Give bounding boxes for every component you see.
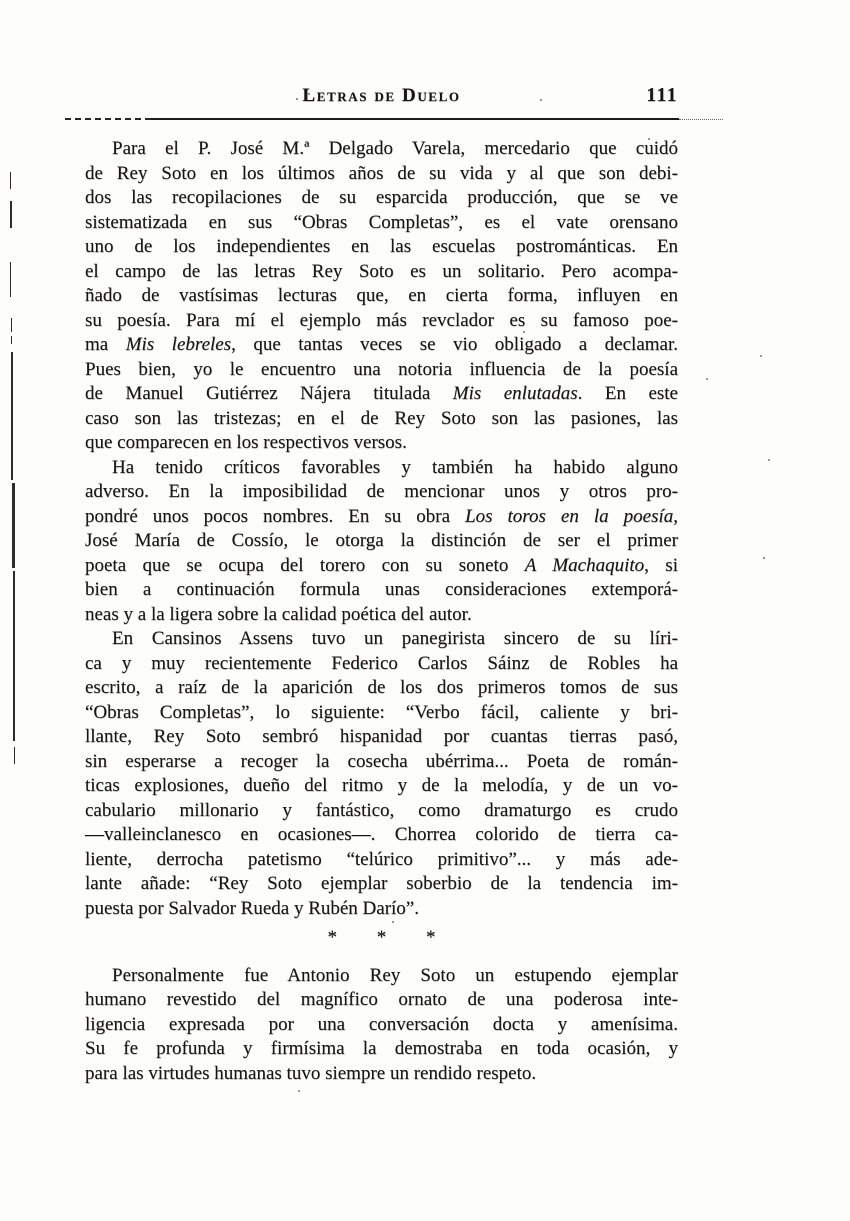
text-line: ligencia expresada por una conversación docta y amenísima.	[85, 1013, 678, 1035]
text-line: —valleinclanesco en ocasiones—. Chorrea colorido de tierra ca-	[85, 824, 678, 845]
text-line: ticas explosiones, dueño del ritmo y de la melodía, y de un vo-	[85, 775, 678, 796]
text-line: sin esperarse a recoger la cosecha ubérrima... Poeta de román-	[85, 750, 678, 772]
text-line: pondré unos pocos nombres. En su obra Los toros en la poesía,	[85, 505, 678, 527]
text-line: poeta que se ocupa del torero con su soneto A Machaquito, si	[85, 554, 678, 576]
header-rule-dotted-tail	[679, 119, 723, 120]
scan-speck	[298, 1090, 300, 1092]
text-line: dos las recopilaciones de su esparcida producción, que se ve	[85, 187, 678, 208]
text-body	[85, 137, 678, 1086]
section-separator: * * *	[327, 927, 436, 948]
scan-streak	[11, 318, 12, 332]
scan-streak	[10, 201, 12, 228]
text-line: caso son las tristezas; en el de Rey Soto son las pasiones, las	[85, 407, 678, 429]
text-line: escrito, a raíz de la aparición de los dos primeros tomos de sus	[85, 677, 678, 698]
text-line: para las virtudes humanas tuvo siempre un rendido respeto.	[85, 1062, 537, 1084]
text-line: de Manuel Gutiérrez Nájera titulada Mis enlutadas. En este	[85, 383, 678, 404]
paragraph	[85, 456, 678, 628]
text-line: su poesía. Para mí el ejemplo más revclador es su famoso poe-	[85, 309, 678, 331]
scan-streak	[10, 172, 11, 189]
text-line: Ha tenido críticos favorables y también ha habido alguno	[112, 456, 678, 478]
text-line: neas y a la ligera sobre la calidad poética del autor.	[85, 603, 472, 625]
text-line: llante, Rey Soto sembró hispanidad por cuantas tierras pasó,	[85, 726, 678, 747]
text-line: que comparecen en los respectivos versos.	[85, 432, 407, 453]
scan-streak	[14, 747, 15, 764]
text-line: adverso. En la imposibilidad de mencionar unos y otros pro-	[85, 481, 678, 502]
text-line: ma Mis lebreles, que tantas veces se vio obligado a declamar.	[85, 334, 678, 355]
text-line: José María de Cossío, le otorga la distinción de ser el primer	[85, 530, 678, 551]
header-rule-solid-segment	[151, 118, 679, 120]
text-line: puesta por Salvador Rueda y Rubén Darío”.	[85, 897, 419, 919]
text-line: liente, derrocha patetismo “telúrico primitivo”... y más ade-	[85, 848, 678, 870]
scan-speck	[768, 459, 770, 461]
page-number: 111	[646, 85, 678, 106]
text-line: lante añade: “Rey Soto ejemplar soberbio de la tendencia im-	[85, 873, 678, 894]
paragraph	[85, 137, 678, 456]
text-line: uno de los independientes en las escuelas postrománticas. En	[85, 236, 678, 257]
scan-streak	[13, 571, 15, 741]
text-line: humano revestido del magnífico ornato de una poderosa inte-	[85, 989, 678, 1010]
scan-streak	[11, 336, 12, 344]
scan-streak	[11, 352, 13, 480]
scan-speck	[763, 557, 765, 559]
scan-speck	[760, 355, 762, 357]
text-line: bien a continuación formula unas consideraciones extemporá-	[85, 579, 678, 600]
paragraph	[85, 627, 678, 921]
running-title: Letras de Duelo	[302, 85, 461, 106]
header-rule	[65, 118, 725, 122]
scan-streak	[10, 262, 11, 297]
page-header	[85, 85, 678, 109]
text-line: ñado de vastísimas lecturas que, en cierta forma, influyen en	[85, 285, 678, 306]
scan-streak	[12, 483, 15, 568]
text-line: Pues bien, yo le encuentro una notoria influencia de la poesía	[85, 358, 678, 380]
text-line: sistematizada en sus “Obras Completas”, es el vate orensano	[85, 211, 678, 233]
text-line: de Rey Soto en los últimos años de su vida y al que son debi-	[85, 162, 678, 184]
text-line: el campo de las letras Rey Soto es un solitario. Pero acompa-	[85, 260, 678, 282]
header-rule-dashed-segment	[65, 118, 151, 120]
paragraph	[85, 964, 678, 1087]
text-line: ca y muy recientemente Federico Carlos Sáinz de Robles ha	[85, 652, 678, 674]
text-line: “Obras Completas”, lo siguiente: “Verbo fácil, caliente y bri-	[85, 701, 678, 723]
text-line: Para el P. José M.ª Delgado Varela, mercedario que cuidó	[112, 138, 678, 159]
scan-speck	[706, 378, 708, 380]
text-line: cabulario millonario y fantástico, como dramaturgo es crudo	[85, 799, 678, 821]
text-line: Su fe profunda y firmísima la demostraba en toda ocasión, y	[85, 1038, 678, 1059]
text-line: Personalmente fue Antonio Rey Soto un estupendo ejemplar	[112, 964, 678, 986]
text-line: En Cansinos Assens tuvo un panegirista sincero de su líri-	[112, 628, 678, 649]
